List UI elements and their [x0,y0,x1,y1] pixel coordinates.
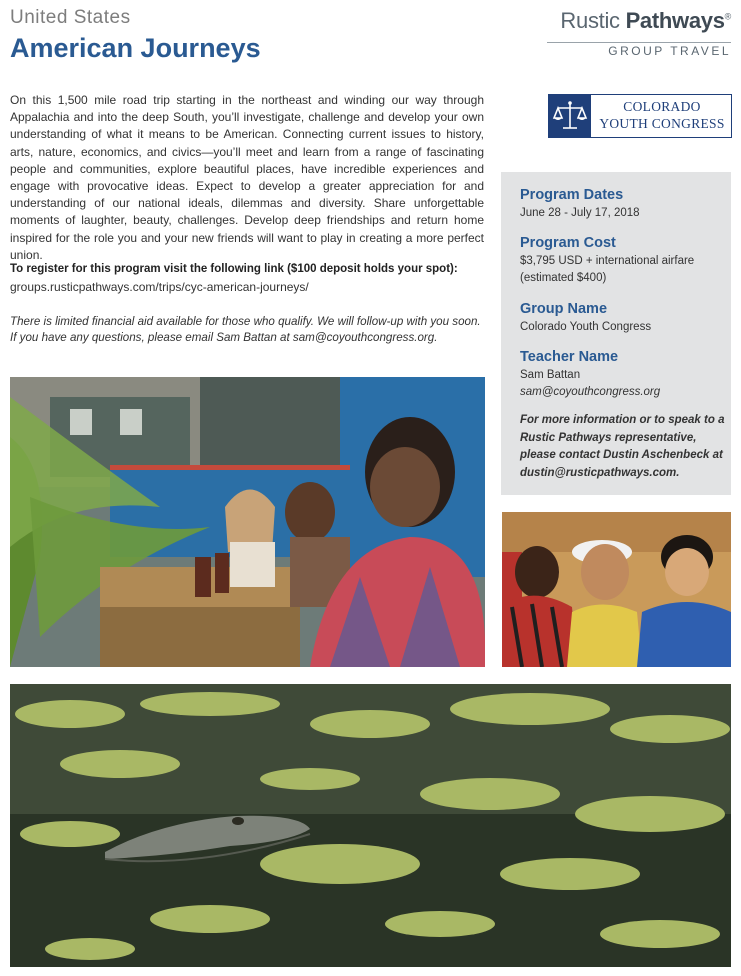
logo-word-pathways: Pathways [625,8,725,33]
contact-info: For more information or to speak to a Rustic Pathways representative, please contact Dustin Aschenbeck at dustin@rusticpathways.com. [520,414,725,479]
program-info-box [501,172,731,495]
alligator-swamp-photo [10,684,731,967]
country-label: United States [10,7,131,28]
rustic-pathways-logo [547,8,731,34]
financial-aid-note: There is limited financial aid available for those who qualify. We will follow-up with you soon. If you have any questions, please email Sam Battan at sam@coyouthcongress.org. [10,315,481,344]
program-description: On this 1,500 mile road trip starting in the northeast and winding our way through Appalachia and into the deep South, you’ll investigate, challenge and develop your own understanding of what it means to be American. Connecting current issues to history, arts, nature, economics, and civics—you’ll meet and learn from a range of fascinating people and communities, explore beautiful places, have incredible experiences and engage with provocative ideas. Expect to develop a greater appreciation for and understanding of our national ideals, dilemmas and diversity. Share unforgettable moments of laughter, beauty, challenges. Develop deep friendships and return home inspired for the role you and your new friends will want to play in creating a more perfect union. [10,93,484,262]
teacher-name-value: Sam Battan [520,369,581,381]
cyc-logo [548,94,732,138]
logo-word-rustic: Rustic [560,8,620,33]
logo-subtitle: GROUP TRAVEL [608,44,731,58]
cyc-logo-line2: YOUTH CONGRESS [599,116,725,131]
group-name-value: Colorado Youth Congress [520,321,652,333]
students-cafe-photo [10,377,485,667]
program-cost-heading: Program Cost [520,235,616,251]
program-cost-note: (estimated $400) [520,272,607,284]
logo-divider [547,42,731,43]
teacher-email[interactable]: sam@coyouthcongress.org [520,386,661,398]
group-name-heading: Group Name [520,301,608,317]
scales-of-justice-icon [549,95,591,137]
teacher-name-heading: Teacher Name [520,349,619,365]
registration-link[interactable]: groups.rusticpathways.com/trips/cyc-american-journeys/ [10,280,309,294]
cyc-logo-line1: COLORADO [623,99,701,114]
program-dates-value: June 28 - July 17, 2018 [520,207,640,219]
cyc-logo-text [597,98,727,132]
program-cost-value: $3,795 USD + international airfare [520,255,695,267]
registered-mark: ® [724,11,731,22]
boys-group-photo [502,512,731,667]
page-title: American Journeys [10,33,261,63]
register-instruction: To register for this program visit the following link ($100 deposit holds your spot): [10,263,458,275]
program-dates-heading: Program Dates [520,187,624,203]
